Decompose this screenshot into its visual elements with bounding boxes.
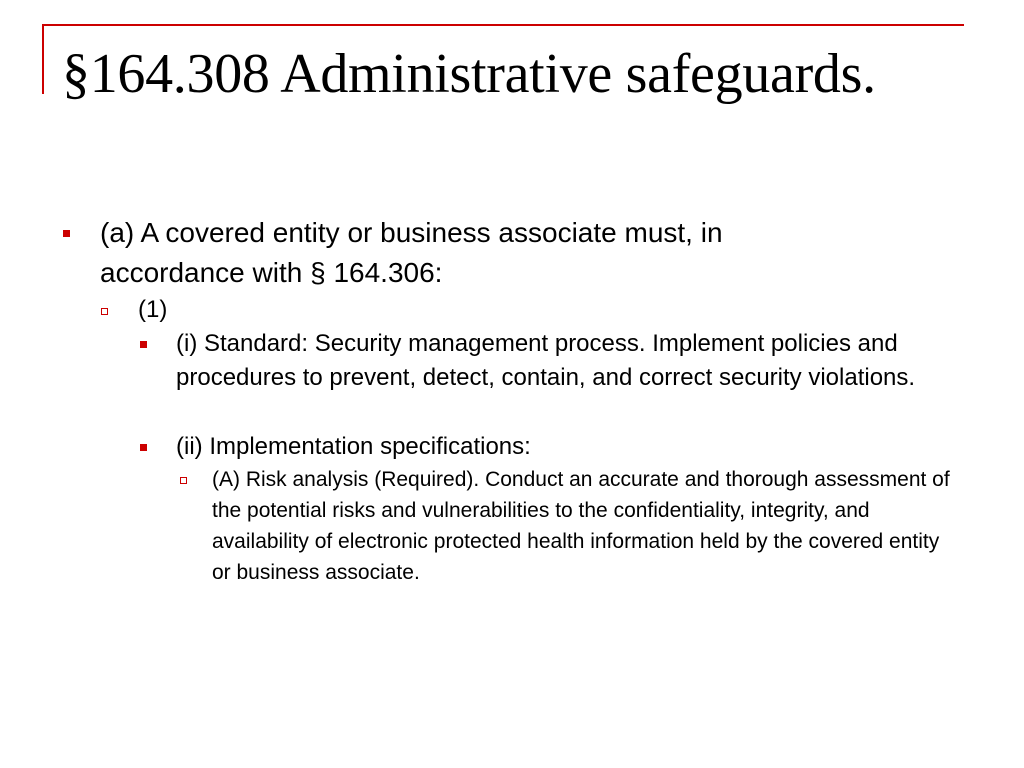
filled-square-bullet-icon: [140, 341, 147, 348]
hollow-square-bullet-icon: [101, 308, 108, 315]
bullet-item-level3-standard: [176, 327, 916, 395]
slide-title: §164.308 Administrative safeguards.: [62, 43, 876, 105]
bullet-item-level1: [100, 213, 870, 293]
filled-square-bullet-icon: [63, 230, 70, 237]
bullet-item-level4-risk-analysis: [212, 464, 952, 588]
bullet-text: (i) Standard: Security management process. Implement policies and procedures to prevent, detect, contain, and correct security violations.: [176, 330, 916, 391]
bullet-text: (ii) Implementation specifications:: [176, 433, 531, 460]
bullet-text: (1): [138, 296, 168, 323]
bullet-item-level3-implementation: [176, 430, 916, 464]
filled-square-bullet-icon: [140, 444, 147, 451]
bullet-text: (a) A covered entity or business associate must, in accordance with § 164.306:: [100, 217, 723, 288]
bullet-item-level2: [138, 294, 838, 326]
bullet-text: (A) Risk analysis (Required). Conduct an accurate and thorough assessment of the potential risks and vulnerabilities to the confidentiality, integrity, and availability of electronic protected health information held by the covered entity or business associate.: [212, 468, 950, 584]
hollow-square-bullet-icon: [180, 477, 187, 484]
